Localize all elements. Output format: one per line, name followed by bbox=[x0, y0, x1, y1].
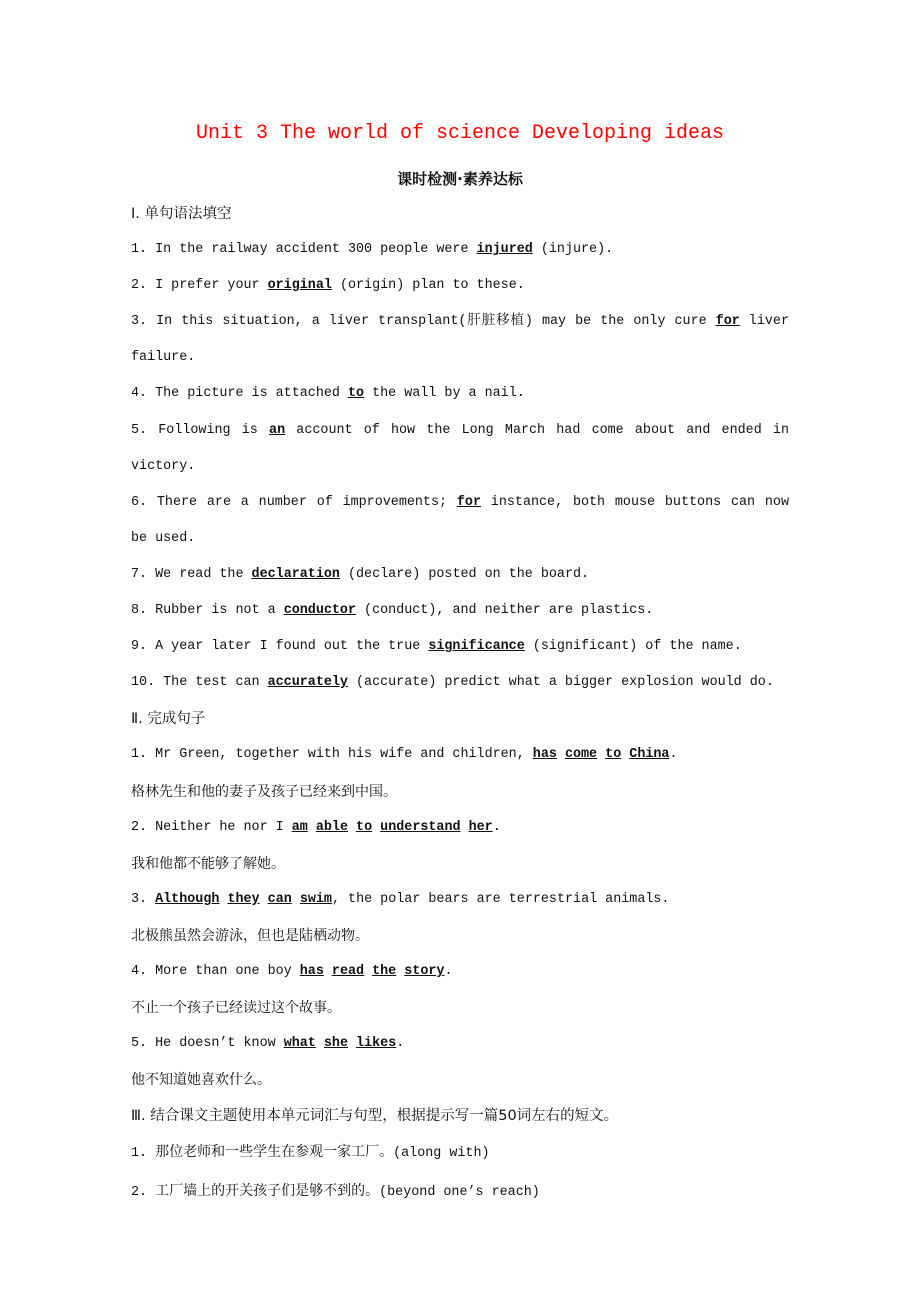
text-segment: (significant) of the name. bbox=[524, 639, 742, 655]
text-segment bbox=[348, 1036, 356, 1051]
answer-text: to bbox=[605, 747, 622, 763]
text-segment: 8. Rubber is not a bbox=[131, 603, 284, 619]
text-segment: 他不知道她喜欢什么。 bbox=[131, 1072, 271, 1089]
text-segment: 1. In the railway accident 300 people were bbox=[131, 242, 477, 258]
translation-line bbox=[131, 1062, 789, 1098]
text-segment: 1. bbox=[131, 1146, 156, 1162]
text-segment: 4. More than one boy bbox=[131, 963, 300, 979]
text-segment: 5. He doesn’t know bbox=[131, 1036, 284, 1052]
text-segment bbox=[348, 820, 356, 835]
exercise-item bbox=[131, 737, 789, 773]
exercise-item bbox=[131, 954, 789, 990]
text-segment: (origin) plan to these. bbox=[331, 278, 525, 294]
text-segment: 5. Following is bbox=[131, 422, 270, 438]
answer-text: likes bbox=[356, 1036, 397, 1052]
document-title: Unit 3 The world of science Developing ideas bbox=[195, 122, 725, 145]
section-heading bbox=[131, 196, 789, 232]
text-segment: account of how the Long March had come about and ended in victory. bbox=[131, 422, 789, 474]
text-segment: 3. In this situation, a liver transplant(肝脏移植) may be the only cure bbox=[131, 314, 716, 330]
answer-text: original bbox=[267, 278, 332, 294]
text-segment: (conduct), and neither are plastics. bbox=[356, 603, 654, 619]
text-segment: the wall by a nail. bbox=[364, 386, 525, 402]
text-segment: 1. Mr Green, together with his wife and children, bbox=[131, 747, 533, 763]
text-segment: 6. There are a number of improvements; bbox=[131, 494, 457, 510]
exercise-item bbox=[131, 1134, 789, 1172]
text-segment: 10. The test can bbox=[131, 675, 268, 691]
text-segment bbox=[316, 1036, 324, 1051]
text-segment bbox=[597, 747, 605, 762]
text-segment: . bbox=[492, 819, 501, 835]
exercise-item bbox=[131, 1026, 789, 1062]
answer-text: swim bbox=[299, 891, 332, 907]
document-body bbox=[131, 196, 789, 1211]
answer-text: am bbox=[291, 819, 308, 835]
answer-text: for bbox=[456, 494, 481, 510]
answer-text: for bbox=[715, 314, 740, 330]
section-heading bbox=[131, 1098, 789, 1134]
text-segment: instance, both mouse buttons can now be used. bbox=[131, 494, 789, 546]
text-segment: liver failure. bbox=[131, 314, 789, 366]
text-segment bbox=[364, 964, 372, 979]
answer-text: they bbox=[227, 891, 260, 907]
answer-text: what bbox=[283, 1036, 316, 1052]
text-segment: (declare) posted on the board. bbox=[339, 566, 590, 582]
text-segment: 2. bbox=[131, 1184, 156, 1200]
translation-line bbox=[131, 774, 789, 810]
translation-line bbox=[131, 990, 789, 1026]
translation-line bbox=[131, 918, 789, 954]
answer-text: significance bbox=[428, 639, 525, 655]
answer-text: has bbox=[299, 963, 324, 979]
answer-text: an bbox=[269, 422, 286, 438]
text-segment: 不止一个孩子已经读过这个故事。 bbox=[131, 1000, 341, 1017]
text-segment bbox=[292, 892, 300, 907]
exercise-item bbox=[131, 629, 789, 665]
answer-text: can bbox=[267, 891, 292, 907]
exercise-item bbox=[131, 485, 789, 557]
text-segment: 4. The picture is attached bbox=[131, 386, 348, 402]
answer-text: the bbox=[372, 963, 397, 979]
answer-text: story bbox=[404, 963, 445, 979]
text-segment bbox=[260, 892, 268, 907]
exercise-item bbox=[131, 882, 789, 918]
answer-text: she bbox=[323, 1036, 348, 1052]
answer-text: to bbox=[347, 386, 365, 402]
answer-text: Although bbox=[155, 891, 220, 907]
exercise-item bbox=[131, 376, 789, 412]
text-segment: Ⅱ. 完成句子 bbox=[131, 711, 206, 728]
text-segment: , the polar bears are terrestrial animals. bbox=[331, 891, 670, 907]
document-subtitle: 课时检测·素养达标 bbox=[397, 170, 523, 188]
answer-text: her bbox=[468, 819, 493, 835]
translation-line bbox=[131, 846, 789, 882]
text-segment: Ⅰ. 单句语法填空 bbox=[131, 206, 232, 222]
answer-text: understand bbox=[380, 819, 461, 835]
text-segment: 2. Neither he nor I bbox=[131, 819, 292, 835]
answer-text: able bbox=[315, 819, 348, 835]
text-segment: (accurate) predict what a bigger explosion would do. bbox=[347, 675, 774, 691]
text-segment: (injure). bbox=[532, 242, 614, 258]
exercise-item bbox=[131, 1173, 789, 1211]
answer-text: come bbox=[564, 747, 598, 763]
text-segment: 格林先生和他的妻子及孩子已经来到中国。 bbox=[131, 783, 397, 800]
exercise-item bbox=[131, 557, 789, 593]
text-segment: (along with) bbox=[393, 1146, 490, 1162]
text-segment: 9. A year later I found out the true bbox=[131, 639, 429, 655]
exercise-item bbox=[131, 810, 789, 846]
text-segment: . bbox=[669, 747, 678, 763]
text-segment: . bbox=[396, 1036, 405, 1052]
text-segment: 3. bbox=[131, 891, 156, 907]
exercise-item bbox=[131, 413, 789, 485]
text-segment: 2. I prefer your bbox=[131, 278, 268, 294]
answer-text: conductor bbox=[283, 603, 357, 619]
answer-text: China bbox=[629, 747, 670, 763]
exercise-item bbox=[131, 232, 789, 268]
text-segment: Ⅲ. 结合课文主题使用本单元词汇与句型，根据提示写一篇50词左右的短文。 bbox=[131, 1108, 619, 1125]
text-segment bbox=[372, 820, 380, 835]
text-segment: 工厂墙上的开关孩子们是够不到的。 bbox=[155, 1182, 380, 1199]
answer-text: has bbox=[532, 747, 557, 763]
exercise-item bbox=[131, 593, 789, 629]
text-segment: 北极熊虽然会游泳，但也是陆栖动物。 bbox=[131, 927, 369, 944]
text-segment: 7. We read the bbox=[131, 566, 252, 582]
section-heading bbox=[131, 701, 789, 737]
answer-text: declaration bbox=[251, 566, 340, 582]
text-segment: (beyond one’s reach) bbox=[379, 1184, 540, 1200]
text-segment: . bbox=[444, 963, 453, 979]
exercise-item bbox=[131, 304, 789, 376]
answer-text: accurately bbox=[267, 675, 348, 691]
text-segment bbox=[324, 964, 332, 979]
text-segment: 我和他都不能够了解她。 bbox=[131, 855, 285, 872]
text-segment: 那位老师和一些学生在参观一家工厂。 bbox=[155, 1144, 394, 1161]
exercise-item bbox=[131, 665, 789, 701]
exercise-item bbox=[131, 268, 789, 304]
text-segment bbox=[557, 747, 565, 762]
text-segment bbox=[461, 820, 469, 835]
answer-text: injured bbox=[476, 242, 533, 258]
answer-text: to bbox=[356, 819, 373, 835]
answer-text: read bbox=[331, 963, 365, 979]
text-segment bbox=[308, 820, 316, 835]
